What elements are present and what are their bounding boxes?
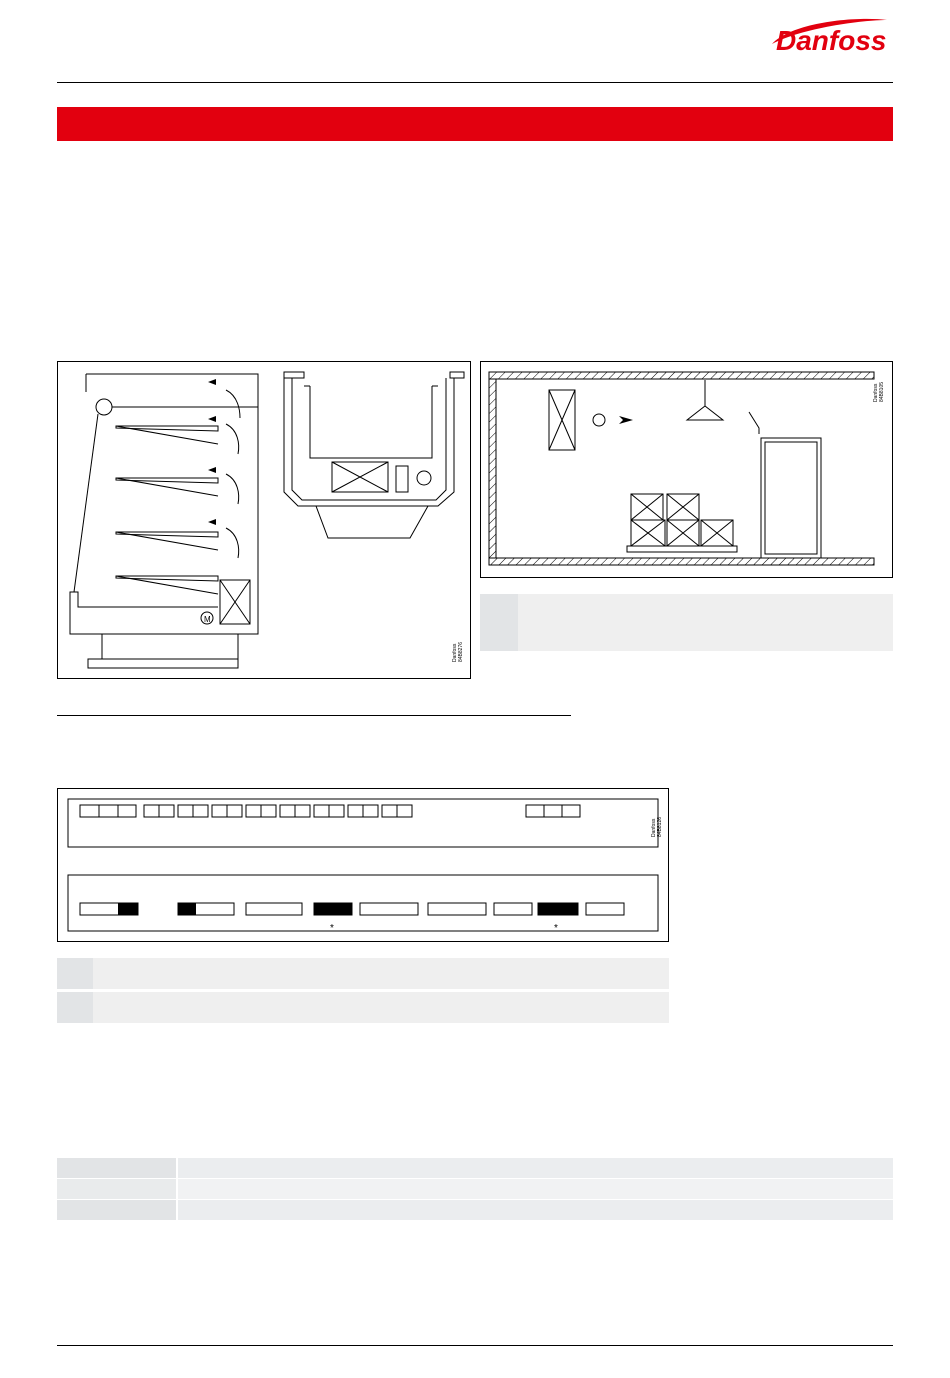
note-row-2-tag [57,992,93,1023]
section-title-bar [57,107,893,141]
svg-text:Danfoss: Danfoss [873,383,879,402]
spec-table [57,1158,893,1221]
table-row [57,1179,893,1199]
svg-text:84B8126: 84B8126 [657,816,663,837]
svg-text:Danfoss: Danfoss [452,643,458,662]
section-rule [57,715,571,716]
figure-display-case [57,361,471,679]
note-row-1 [57,958,669,989]
svg-text:M: M [204,615,211,624]
svg-text:Danfoss: Danfoss [651,818,657,837]
figure-cold-room [480,361,893,578]
danfoss-logo [762,14,892,60]
svg-text:84B8276: 84B8276 [458,641,464,662]
svg-text:84B8105: 84B8105 [879,381,885,402]
table-row [57,1200,893,1220]
note-row-1-tag [57,958,93,989]
footer-rule [57,1345,893,1346]
note-row-2 [57,992,669,1023]
table-row [57,1158,893,1178]
note-icon-cell [480,594,518,651]
logo-wordmark: Danfoss [776,25,887,56]
header-rule [57,82,893,83]
svg-text:*: * [554,923,558,934]
note-box [480,594,893,651]
figure-terminal-diagram [57,788,669,942]
svg-text:*: * [330,923,334,934]
